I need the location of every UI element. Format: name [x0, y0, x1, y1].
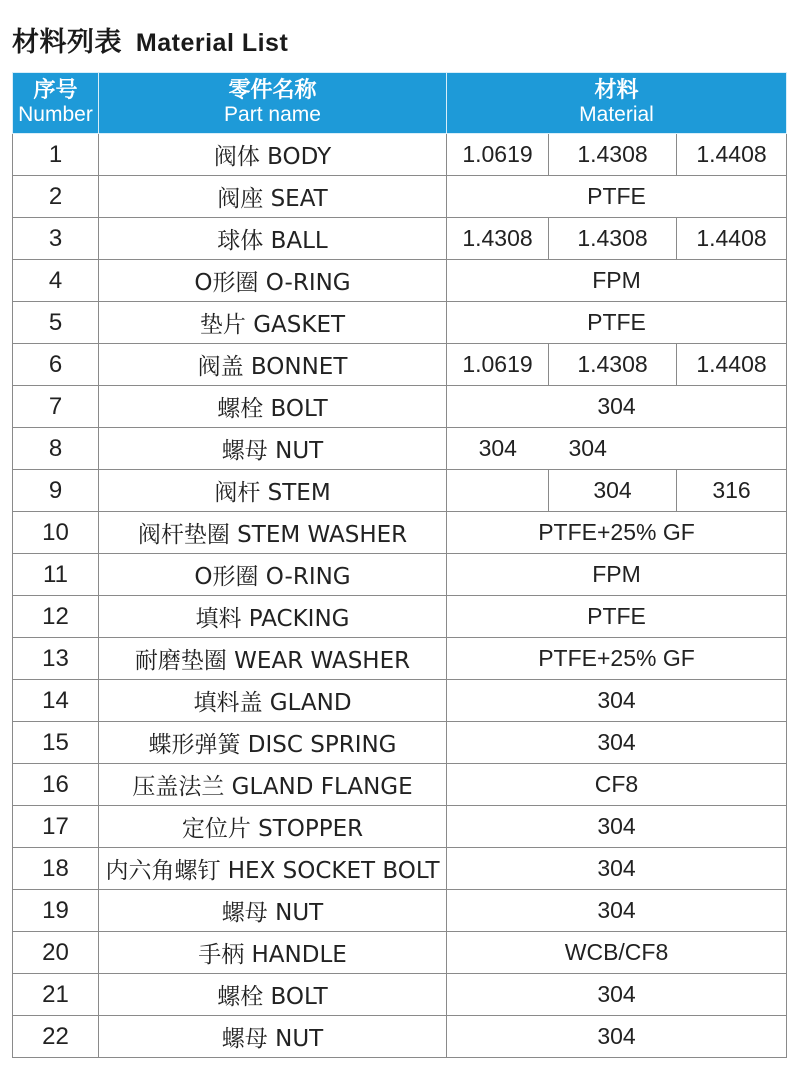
header-part-name: 零件名称 Part name: [99, 73, 447, 134]
material-cell-2: 1.4308: [549, 218, 677, 260]
material-table: [12, 72, 787, 1058]
table-row: [13, 974, 787, 1016]
part-name-cell: 定位片 STOPPER: [99, 806, 447, 848]
material-cell: PTFE: [447, 176, 787, 218]
material-cell: WCB/CF8: [447, 932, 787, 974]
material-cell: 304: [447, 974, 787, 1016]
row-number: 7: [13, 386, 99, 428]
part-name-cell: 耐磨垫圈 WEAR WASHER: [99, 638, 447, 680]
material-cell-2: 1.4308: [549, 344, 677, 386]
row-number: 10: [13, 512, 99, 554]
table-row: [13, 848, 787, 890]
row-number: 9: [13, 470, 99, 512]
material-cell: 304: [447, 890, 787, 932]
material-cell-1: 304: [447, 428, 549, 470]
part-name-cell: 填料 PACKING: [99, 596, 447, 638]
material-cell: PTFE: [447, 596, 787, 638]
table-row: [13, 596, 787, 638]
row-number: 2: [13, 176, 99, 218]
part-name-cell: 阀座 SEAT: [99, 176, 447, 218]
material-cell-2: 304: [549, 428, 787, 470]
material-cell-2: 304: [549, 470, 677, 512]
material-cell-3: 1.4408: [677, 134, 787, 176]
table-header: [13, 73, 787, 134]
material-cell-2: 1.4308: [549, 134, 677, 176]
table-row: [13, 680, 787, 722]
row-number: 17: [13, 806, 99, 848]
table-row: [13, 428, 787, 470]
part-name-cell: 球体 BALL: [99, 218, 447, 260]
part-name-cell: 手柄 HANDLE: [99, 932, 447, 974]
page-title: [12, 20, 288, 59]
row-number: 14: [13, 680, 99, 722]
page-title-en: Material List: [135, 29, 289, 57]
material-cell: 304: [447, 386, 787, 428]
material-cell: PTFE: [447, 302, 787, 344]
row-number: 22: [13, 1016, 99, 1058]
table-row: [13, 638, 787, 680]
row-number: 15: [13, 722, 99, 764]
table-row: [13, 302, 787, 344]
table-row: [13, 890, 787, 932]
row-number: 19: [13, 890, 99, 932]
material-cell: 304: [447, 848, 787, 890]
material-cell: PTFE+25% GF: [447, 512, 787, 554]
row-number: 13: [13, 638, 99, 680]
row-number: 11: [13, 554, 99, 596]
header-row: [13, 73, 787, 134]
part-name-cell: O形圈 O-RING: [99, 260, 447, 302]
row-number: 21: [13, 974, 99, 1016]
row-number: 3: [13, 218, 99, 260]
table-body: [13, 134, 787, 1058]
row-number: 12: [13, 596, 99, 638]
table-row: [13, 176, 787, 218]
table-row: [13, 764, 787, 806]
header-material: 材料 Material: [447, 73, 787, 134]
material-cell: PTFE+25% GF: [447, 638, 787, 680]
table-row: [13, 554, 787, 596]
part-name-cell: 螺栓 BOLT: [99, 386, 447, 428]
material-cell-3: 316: [677, 470, 787, 512]
table-row: [13, 386, 787, 428]
material-cell: 304: [447, 806, 787, 848]
table-row: [13, 134, 787, 176]
material-cell-1: 1.0619: [447, 344, 549, 386]
row-number: 16: [13, 764, 99, 806]
material-cell: FPM: [447, 260, 787, 302]
row-number: 5: [13, 302, 99, 344]
part-name-cell: 螺母 NUT: [99, 1016, 447, 1058]
row-number: 4: [13, 260, 99, 302]
table-row: [13, 932, 787, 974]
material-cell: CF8: [447, 764, 787, 806]
table-row: [13, 260, 787, 302]
part-name-cell: 阀体 BODY: [99, 134, 447, 176]
row-number: 1: [13, 134, 99, 176]
part-name-cell: O形圈 O-RING: [99, 554, 447, 596]
part-name-cell: 内六角螺钉 HEX SOCKET BOLT: [99, 848, 447, 890]
material-cell: 304: [447, 1016, 787, 1058]
part-name-cell: 填料盖 GLAND: [99, 680, 447, 722]
material-cell: FPM: [447, 554, 787, 596]
part-name-cell: 螺母 NUT: [99, 890, 447, 932]
header-number: 序号 Number: [13, 73, 99, 134]
material-cell-1: 1.0619: [447, 134, 549, 176]
part-name-cell: 阀杆 STEM: [99, 470, 447, 512]
part-name-cell: 压盖法兰 GLAND FLANGE: [99, 764, 447, 806]
material-cell: 304: [447, 722, 787, 764]
material-cell: 304: [447, 680, 787, 722]
table-row: [13, 512, 787, 554]
table-row: [13, 1016, 787, 1058]
part-name-cell: 螺母 NUT: [99, 428, 447, 470]
table-row: [13, 722, 787, 764]
table-row: [13, 806, 787, 848]
material-cell-3: 1.4408: [677, 218, 787, 260]
part-name-cell: 阀杆垫圈 STEM WASHER: [99, 512, 447, 554]
row-number: 8: [13, 428, 99, 470]
row-number: 6: [13, 344, 99, 386]
material-cell-1: [447, 470, 549, 512]
row-number: 18: [13, 848, 99, 890]
table-row: [13, 344, 787, 386]
material-cell-3: 1.4408: [677, 344, 787, 386]
table-row: [13, 470, 787, 512]
part-name-cell: 阀盖 BONNET: [99, 344, 447, 386]
material-cell-1: 1.4308: [447, 218, 549, 260]
part-name-cell: 螺栓 BOLT: [99, 974, 447, 1016]
part-name-cell: 蝶形弹簧 DISC SPRING: [99, 722, 447, 764]
part-name-cell: 垫片 GASKET: [99, 302, 447, 344]
row-number: 20: [13, 932, 99, 974]
page-title-zh: 材料列表: [12, 27, 122, 58]
table-row: [13, 218, 787, 260]
